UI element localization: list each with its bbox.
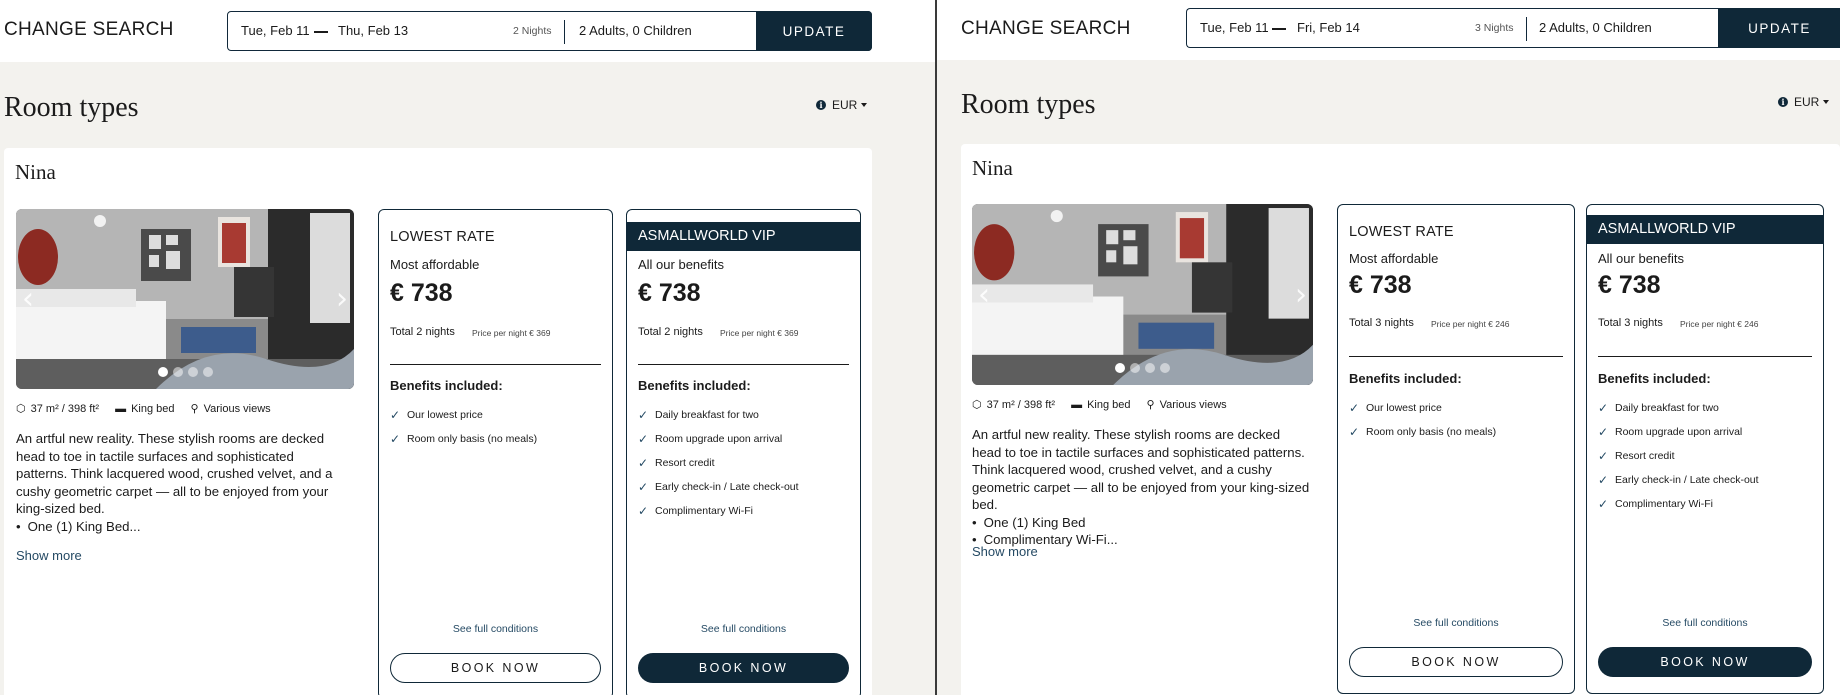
rate-card-vip	[626, 209, 861, 695]
bed-icon: ▬	[1071, 398, 1083, 411]
rate-total: Total 2 nights	[638, 326, 703, 338]
room-photo-image	[972, 204, 1313, 385]
check-icon: ✓	[1598, 401, 1609, 415]
search-box[interactable]	[1186, 8, 1840, 48]
benefit-label: Early check-in / Late check-out	[1615, 474, 1759, 486]
chevron-left-icon[interactable]: ‹	[978, 277, 990, 312]
room-bullet: • One (1) King Bed...	[16, 518, 346, 536]
rate-price: € 738	[638, 279, 701, 307]
check-icon: ✓	[1349, 401, 1360, 415]
guests-field[interactable]: 2 Adults, 0 Children	[1539, 20, 1652, 35]
rate-card-vip	[1586, 204, 1824, 694]
benefit-item	[638, 427, 799, 451]
photo-dot[interactable]	[1115, 363, 1125, 373]
photo-pagination	[16, 367, 354, 377]
benefit-item	[1598, 468, 1759, 492]
room-photo-image	[16, 209, 354, 389]
check-icon: ✓	[1349, 425, 1360, 439]
change-search-label: CHANGE SEARCH	[4, 19, 174, 40]
room-features	[16, 402, 271, 415]
benefit-item	[638, 499, 799, 523]
book-now-button[interactable]: BOOK NOW	[638, 653, 849, 683]
benefit-item	[390, 403, 537, 427]
room-bed-label: King bed	[131, 402, 175, 415]
photo-pagination	[972, 363, 1313, 373]
check-icon: ✓	[638, 480, 649, 494]
check-in-date[interactable]: Tue, Feb 11	[241, 23, 310, 38]
check-in-date[interactable]: Tue, Feb 11	[1200, 20, 1269, 35]
benefit-item	[390, 427, 537, 451]
rate-title: LOWEST RATE	[390, 229, 495, 245]
search-bar	[0, 0, 935, 62]
check-icon: ✓	[638, 432, 649, 446]
room-size	[972, 398, 1055, 411]
check-out-date[interactable]: Thu, Feb 13	[338, 23, 409, 38]
benefit-label: Room only basis (no meals)	[1366, 426, 1497, 438]
benefit-label: Daily breakfast for two	[655, 409, 759, 421]
rate-title: ASMALLWORLD VIP	[627, 222, 860, 251]
see-full-conditions-link[interactable]: See full conditions	[1413, 617, 1499, 629]
caret-down-icon	[861, 103, 867, 107]
room-features	[972, 398, 1227, 411]
photo-dot[interactable]	[1130, 363, 1140, 373]
room-size-label: 37 m² / 398 ft²	[986, 398, 1056, 411]
rate-divider	[1349, 356, 1563, 357]
date-dash	[314, 31, 328, 33]
room-description-text: An artful new reality. These stylish rooms are decked head to toe in tactile surfaces and sophisticated patterns. Think lacquered wood, crushed velvet, and a cushy geometric carpet — all to be enjoyed from your king-sized bed.	[972, 427, 1310, 512]
info-icon: i	[816, 100, 826, 110]
room-photo[interactable]	[972, 204, 1313, 385]
nights-count: 3 Nights	[1475, 22, 1514, 34]
benefit-label: Room upgrade upon arrival	[1615, 426, 1743, 438]
size-icon: ⬡	[972, 399, 982, 411]
check-out-date[interactable]: Fri, Feb 14	[1297, 20, 1360, 35]
benefits-title: Benefits included:	[390, 378, 503, 393]
benefit-label: Daily breakfast for two	[1615, 402, 1719, 414]
check-icon: ✓	[1598, 449, 1609, 463]
check-icon: ✓	[1598, 425, 1609, 439]
benefit-item	[638, 475, 799, 499]
rate-subtitle: Most affordable	[390, 257, 480, 272]
see-full-conditions-link[interactable]: See full conditions	[452, 623, 539, 635]
rate-divider	[390, 364, 601, 365]
currency-label: EUR	[1794, 95, 1820, 109]
benefits-title: Benefits included:	[1349, 371, 1462, 386]
booking-panel-right	[937, 0, 1840, 695]
check-icon: ✓	[638, 408, 649, 422]
rate-divider	[1598, 356, 1812, 357]
show-more-link[interactable]: Show more	[972, 544, 1038, 559]
show-more-link[interactable]: Show more	[16, 548, 82, 563]
check-icon: ✓	[1598, 497, 1609, 511]
room-view-label: Various views	[203, 402, 271, 415]
update-button[interactable]: UPDATE	[756, 11, 872, 51]
room-bullet: • Complimentary Wi-Fi...	[972, 531, 1312, 549]
benefit-label: Our lowest price	[1366, 402, 1442, 414]
see-full-conditions-link[interactable]: See full conditions	[700, 623, 787, 635]
photo-dot[interactable]	[173, 367, 183, 377]
room-size-label: 37 m² / 398 ft²	[30, 402, 100, 415]
view-icon: ⚲	[190, 403, 199, 415]
benefit-label: Early check-in / Late check-out	[655, 481, 799, 493]
currency-selector[interactable]	[816, 98, 867, 112]
search-separator	[1526, 17, 1527, 41]
rate-per-night: Price per night € 369	[720, 328, 799, 338]
room-card	[4, 148, 872, 695]
check-icon: ✓	[638, 504, 649, 518]
info-icon: i	[1778, 97, 1788, 107]
rate-total: Total 3 nights	[1598, 317, 1663, 329]
room-bed	[115, 403, 174, 415]
rate-total: Total 3 nights	[1349, 317, 1414, 329]
book-now-button[interactable]: BOOK NOW	[1598, 647, 1812, 677]
room-size	[16, 402, 99, 415]
photo-dot[interactable]	[203, 367, 213, 377]
benefit-item	[1598, 396, 1759, 420]
room-view-label: Various views	[1159, 398, 1227, 411]
rate-total: Total 2 nights	[390, 326, 455, 338]
room-bed-label: King bed	[1087, 398, 1131, 411]
benefits-list	[390, 403, 537, 451]
rate-subtitle: Most affordable	[1349, 251, 1439, 266]
guests-field[interactable]: 2 Adults, 0 Children	[579, 23, 692, 38]
room-view	[1147, 398, 1227, 411]
benefit-item	[638, 403, 799, 427]
currency-label: EUR	[832, 98, 858, 112]
page-title: Room types	[961, 89, 1096, 120]
room-description-text: An artful new reality. These stylish rooms are decked head to toe in tactile surfaces and sophisticated patterns. Think lacquered wood, crushed velvet, and a cushy geometric carpet — all to be enjoyed from your king-sized bed.	[16, 431, 333, 516]
search-box[interactable]	[227, 11, 872, 51]
benefit-label: Room upgrade upon arrival	[655, 433, 783, 445]
room-photo[interactable]	[16, 209, 354, 389]
rate-subtitle: All our benefits	[1598, 251, 1684, 266]
check-icon: ✓	[390, 432, 401, 446]
room-description	[16, 430, 346, 535]
photo-dot[interactable]	[158, 367, 168, 377]
check-icon: ✓	[390, 408, 401, 422]
rate-divider	[638, 364, 849, 365]
nights-count: 2 Nights	[513, 25, 552, 37]
rate-price: € 738	[1598, 271, 1661, 299]
view-icon: ⚲	[1146, 399, 1155, 411]
bed-icon: ▬	[115, 402, 127, 415]
benefit-label: Complimentary Wi-Fi	[655, 505, 754, 517]
rate-subtitle: All our benefits	[638, 257, 724, 272]
room-name: Nina	[972, 156, 1013, 180]
search-bar	[937, 0, 1840, 60]
benefits-title: Benefits included:	[638, 378, 751, 393]
benefit-label: Room only basis (no meals)	[407, 433, 538, 445]
benefit-label: Resort credit	[655, 457, 715, 469]
room-view	[191, 402, 271, 415]
search-separator	[564, 20, 565, 44]
benefit-label: Resort credit	[1615, 450, 1675, 462]
benefit-label: Our lowest price	[407, 409, 483, 421]
book-now-button[interactable]: BOOK NOW	[390, 653, 601, 683]
chevron-right-icon[interactable]: ›	[336, 281, 348, 317]
page-title: Room types	[4, 92, 139, 123]
benefit-item	[1598, 420, 1759, 444]
photo-dot[interactable]	[1145, 363, 1155, 373]
benefit-item	[1349, 396, 1496, 420]
benefits-title: Benefits included:	[1598, 371, 1711, 386]
check-icon: ✓	[638, 456, 649, 470]
rate-per-night: Price per night € 369	[472, 328, 551, 338]
rate-per-night: Price per night € 246	[1431, 319, 1510, 329]
rate-title: LOWEST RATE	[1349, 224, 1454, 240]
rate-price: € 738	[1349, 271, 1412, 299]
benefit-item	[1598, 444, 1759, 468]
rate-card-lowest	[1337, 204, 1575, 694]
book-now-button[interactable]: BOOK NOW	[1349, 647, 1563, 677]
room-bullet: • One (1) King Bed	[972, 514, 1312, 532]
chevron-right-icon[interactable]: ›	[1295, 277, 1307, 312]
benefit-item	[1598, 492, 1759, 516]
benefit-item	[1349, 420, 1496, 444]
size-icon: ⬡	[16, 403, 26, 415]
rate-price: € 738	[390, 279, 453, 307]
room-description	[972, 426, 1312, 549]
rate-per-night: Price per night € 246	[1680, 319, 1759, 329]
caret-down-icon	[1823, 100, 1829, 104]
room-name: Nina	[15, 160, 56, 184]
currency-selector[interactable]	[1778, 95, 1829, 109]
room-card	[961, 144, 1840, 695]
room-bed	[1071, 399, 1130, 411]
rate-card-lowest	[378, 209, 613, 695]
benefits-list	[1349, 396, 1496, 444]
date-dash	[1272, 28, 1286, 30]
benefits-list	[638, 403, 799, 523]
see-full-conditions-link[interactable]: See full conditions	[1662, 617, 1748, 629]
benefits-list	[1598, 396, 1759, 516]
photo-dot[interactable]	[188, 367, 198, 377]
change-search-label: CHANGE SEARCH	[961, 18, 1131, 39]
check-icon: ✓	[1598, 473, 1609, 487]
chevron-left-icon[interactable]: ‹	[22, 281, 34, 317]
update-button[interactable]: UPDATE	[1718, 8, 1840, 48]
room-bullets	[16, 518, 346, 536]
benefit-item	[638, 451, 799, 475]
benefit-label: Complimentary Wi-Fi	[1615, 498, 1714, 510]
rate-title: ASMALLWORLD VIP	[1587, 215, 1823, 244]
photo-dot[interactable]	[1160, 363, 1170, 373]
